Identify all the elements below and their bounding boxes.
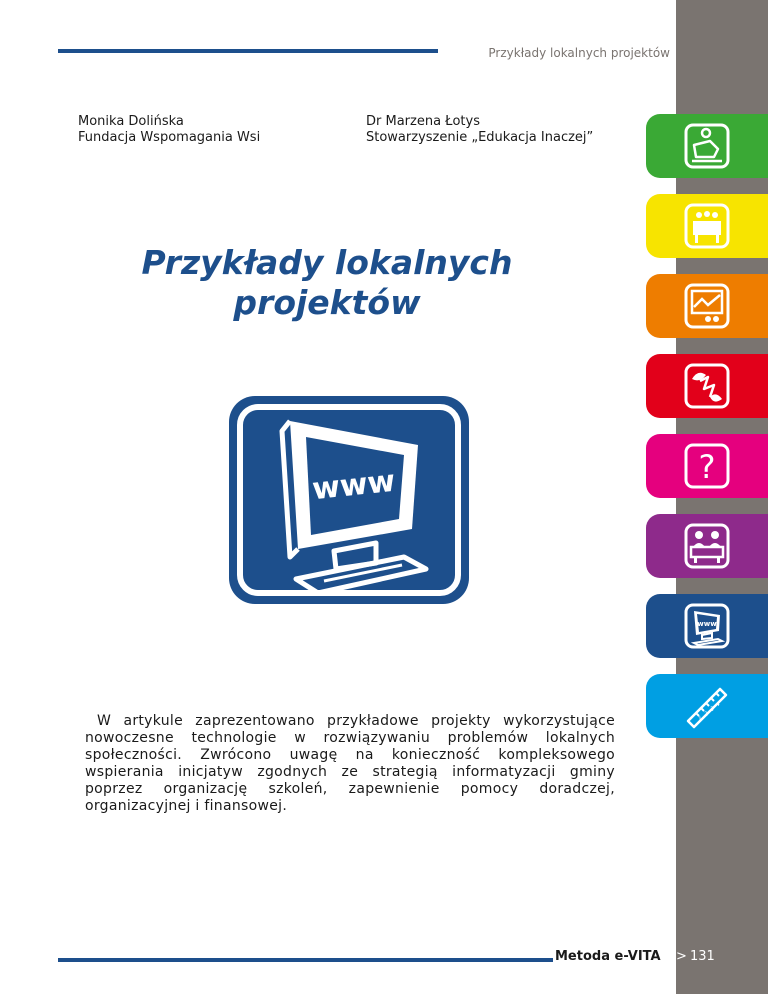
meeting-table-icon: [684, 203, 730, 249]
author-left: [78, 114, 260, 146]
computer-monitor-www-icon: [226, 393, 472, 607]
author-right-name: Dr Marzena Łotys: [366, 114, 480, 129]
tab-satellite[interactable]: [646, 354, 768, 418]
running-title: Przykłady lokalnych projektów: [488, 46, 670, 60]
ruler-icon: [684, 683, 730, 729]
author-right-affiliation: Stowarzyszenie „Edukacja Inaczej”: [366, 130, 594, 145]
article-title: [82, 243, 572, 323]
author-left-affiliation: Fundacja Wspomagania Wsi: [78, 130, 261, 145]
tab-question[interactable]: [646, 434, 768, 498]
title-line-2: projektów: [233, 283, 421, 322]
satellite-signal-icon: [684, 363, 730, 409]
author-right: [366, 114, 593, 146]
tab-ruler[interactable]: [646, 674, 768, 738]
question-mark-icon: [684, 443, 730, 489]
question-mark-glyph: ?: [698, 448, 716, 486]
footer-label: [555, 949, 675, 964]
monitor-www-icon: [684, 603, 730, 649]
ruler-mark-3: 3: [710, 706, 714, 713]
ruler-mark-4: 4: [716, 701, 720, 708]
abstract-text: W artykule zaprezentowano przykładowe projekty wykorzystujące nowoczesne technologie w rozwiązywaniu problemów lokalnych społeczności. Zwrócono uwagę na konieczność kompleksowego wspierania inicjatyw zgodnych ze strategią informatyzacji gminy poprzez organizację szkoleń, zapewnienie pomocy doradczej, organizacyjnej i finansowej.: [85, 713, 615, 814]
tab-meeting[interactable]: [646, 194, 768, 258]
people-desk-icon: [684, 523, 730, 569]
title-line-1: Przykłady lokalnych: [141, 243, 513, 282]
footer-book-title: Metoda e-VITA: [555, 949, 661, 964]
author-left-name: Monika Dolińska: [78, 114, 184, 129]
ruler-mark-2: 2: [704, 711, 708, 718]
ruler-mark-1: 1: [698, 716, 702, 723]
page-number: 131: [690, 949, 715, 964]
mouse-computer-icon: [684, 123, 730, 169]
chart-presentation-icon: [684, 283, 730, 329]
tab-people-desk[interactable]: [646, 514, 768, 578]
footer-separator: >: [676, 949, 687, 964]
tab-mouse-computer[interactable]: [646, 114, 768, 178]
tab-chart[interactable]: [646, 274, 768, 338]
tab-monitor-screen-text: www: [697, 620, 717, 628]
footer-rule: [58, 958, 553, 962]
main-icon-screen-text: www: [310, 463, 397, 508]
tab-monitor-www[interactable]: [646, 594, 768, 658]
header-rule: [58, 49, 438, 53]
